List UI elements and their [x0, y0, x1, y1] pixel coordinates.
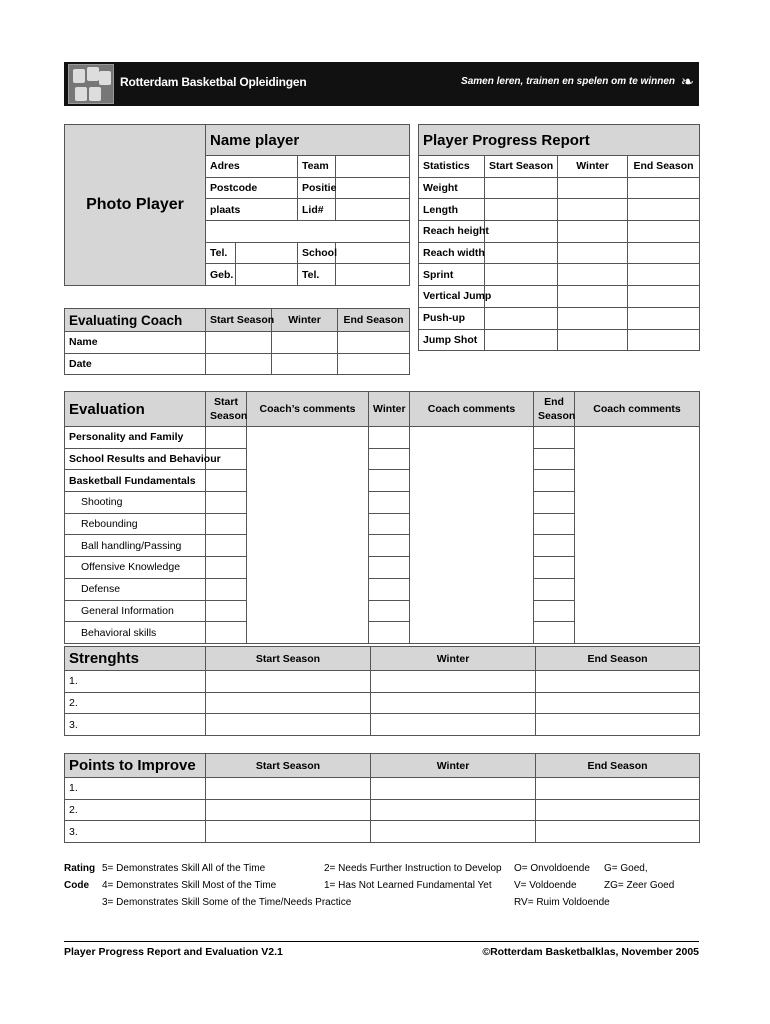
- improve-row-number: 1.: [65, 778, 206, 800]
- stat-cell[interactable]: [628, 177, 700, 199]
- eval-col-comments3: Coach comments: [575, 392, 700, 427]
- lid-label: Lid#: [298, 199, 336, 221]
- code-scale-1: [514, 860, 610, 911]
- eval-score-cell[interactable]: [534, 427, 575, 449]
- eval-score-cell[interactable]: [369, 492, 410, 514]
- stat-row-label: Vertical Jump: [419, 286, 485, 308]
- eval-score-cell[interactable]: [206, 427, 247, 449]
- eval-score-cell[interactable]: [206, 535, 247, 557]
- coach-col-end: End Season: [338, 309, 410, 332]
- strengths-table: [64, 646, 700, 736]
- improve-table: [64, 753, 700, 843]
- coach-col-winter: Winter: [272, 309, 338, 332]
- stat-cell[interactable]: [485, 177, 558, 199]
- strengths-cell[interactable]: [371, 671, 536, 693]
- stat-cell[interactable]: [485, 286, 558, 308]
- evaluating-coach-title: Evaluating Coach: [65, 309, 206, 332]
- strengths-cell[interactable]: [206, 714, 371, 736]
- eval-score-cell[interactable]: [206, 600, 247, 622]
- eval-row-label: Personality and Family: [65, 427, 206, 449]
- code-scale-2: [604, 860, 674, 894]
- footer-left: Player Progress Report and Evaluation V2.1: [64, 946, 283, 958]
- eval-subrow-label: Ball handling/Passing: [65, 535, 206, 557]
- eval-score-cell[interactable]: [369, 535, 410, 557]
- name-player-title: Name player: [206, 125, 410, 156]
- stat-row-label: Length: [419, 199, 485, 221]
- stat-cell[interactable]: [485, 329, 558, 351]
- eval-comments-end[interactable]: [575, 427, 700, 644]
- geb-label: Geb.: [206, 264, 236, 286]
- rating-code-label: [64, 860, 95, 894]
- stat-cell[interactable]: [558, 329, 628, 351]
- team-value[interactable]: [336, 156, 410, 178]
- strengths-col-start: Start Season: [206, 647, 371, 671]
- eval-score-cell[interactable]: [534, 470, 575, 492]
- improve-cell[interactable]: [536, 821, 700, 843]
- evaluating-coach-table: [64, 308, 410, 375]
- improve-cell[interactable]: [371, 799, 536, 821]
- eval-score-cell[interactable]: [534, 448, 575, 470]
- code-zg: ZG= Zeer Goed: [604, 880, 675, 891]
- tel2-value[interactable]: [336, 264, 410, 286]
- eval-col-start: [206, 392, 247, 427]
- eval-score-cell[interactable]: [369, 622, 410, 644]
- eval-score-cell[interactable]: [534, 557, 575, 579]
- eval-score-cell[interactable]: [206, 578, 247, 600]
- lid-value[interactable]: [336, 199, 410, 221]
- eval-score-cell[interactable]: [206, 492, 247, 514]
- tel-label: Tel.: [206, 242, 236, 264]
- strengths-cell[interactable]: [206, 692, 371, 714]
- improve-cell[interactable]: [371, 821, 536, 843]
- eval-score-cell[interactable]: [534, 578, 575, 600]
- footer-right: ©Rotterdam Basketbalklas, November 2005: [482, 946, 699, 958]
- eval-col-winter: Winter: [369, 392, 410, 427]
- eval-subrow-label: Offensive Knowledge: [65, 557, 206, 579]
- coach-cell[interactable]: [272, 332, 338, 354]
- stat-cell[interactable]: [485, 307, 558, 329]
- eval-score-cell[interactable]: [534, 513, 575, 535]
- stat-cell[interactable]: [628, 242, 700, 264]
- eval-subrow-label: Behavioral skills: [65, 622, 206, 644]
- rating-5: 5= Demonstrates Skill All of the Time: [102, 863, 266, 874]
- improve-col-winter: Winter: [371, 754, 536, 778]
- progress-col-end: End Season: [628, 156, 700, 178]
- eval-score-cell[interactable]: [534, 492, 575, 514]
- strengths-title: Strenghts: [65, 647, 206, 671]
- strengths-row-number: 2.: [65, 692, 206, 714]
- improve-col-end: End Season: [536, 754, 700, 778]
- plaats-label: plaats: [206, 199, 298, 221]
- footer-divider: [64, 941, 699, 942]
- eval-score-cell[interactable]: [534, 600, 575, 622]
- coach-cell[interactable]: [206, 332, 272, 354]
- strengths-cell[interactable]: [536, 714, 700, 736]
- coach-cell[interactable]: [206, 353, 272, 375]
- progress-col-start: Start Season: [485, 156, 558, 178]
- tel2-label: Tel.: [298, 264, 336, 286]
- strengths-cell[interactable]: [371, 692, 536, 714]
- stat-cell[interactable]: [628, 264, 700, 286]
- eval-score-cell[interactable]: [206, 470, 247, 492]
- strengths-cell[interactable]: [536, 671, 700, 693]
- rating-3: 3= Demonstrates Skill Some of the Time/Needs Practice: [102, 897, 352, 908]
- rating-4: 4= Demonstrates Skill Most of the Time: [102, 880, 277, 891]
- stat-row-label: Jump Shot: [419, 329, 485, 351]
- stat-cell[interactable]: [558, 264, 628, 286]
- coach-row-date: Date: [65, 353, 206, 375]
- eval-subrow-label: Defense: [65, 578, 206, 600]
- code-rv: RV= Ruim Voldoende: [514, 897, 610, 908]
- eval-score-cell[interactable]: [369, 448, 410, 470]
- photo-player-box: Photo Player: [65, 125, 206, 286]
- eval-score-cell[interactable]: [369, 600, 410, 622]
- strengths-row-number: 1.: [65, 671, 206, 693]
- improve-row-number: 2.: [65, 799, 206, 821]
- rating-scale-low: [324, 860, 502, 894]
- improve-cell[interactable]: [206, 799, 371, 821]
- stat-row-label: Push-up: [419, 307, 485, 329]
- eval-score-cell[interactable]: [369, 513, 410, 535]
- eval-score-cell[interactable]: [206, 622, 247, 644]
- basketball-player-icon: ❧: [680, 74, 694, 91]
- eval-subrow-label: General Information: [65, 600, 206, 622]
- strengths-cell[interactable]: [206, 671, 371, 693]
- code-g: G= Goed,: [604, 863, 648, 874]
- coach-col-start: Start Season: [206, 309, 272, 332]
- stat-cell[interactable]: [558, 199, 628, 221]
- improve-title: Points to Improve: [65, 754, 206, 778]
- improve-row-number: 3.: [65, 821, 206, 843]
- geb-value[interactable]: [236, 264, 298, 286]
- stat-cell[interactable]: [628, 307, 700, 329]
- strengths-cell[interactable]: [536, 692, 700, 714]
- coach-cell[interactable]: [338, 332, 410, 354]
- eval-col-comments2: Coach comments: [410, 392, 534, 427]
- rating-scale-high: [102, 860, 351, 911]
- improve-cell[interactable]: [536, 778, 700, 800]
- evaluation-table: [64, 391, 700, 644]
- stat-cell[interactable]: [485, 221, 558, 243]
- progress-col-statistics: Statistics: [419, 156, 485, 178]
- positie-value[interactable]: [336, 177, 410, 199]
- eval-row-label: Basketball Fundamentals: [65, 470, 206, 492]
- stat-cell[interactable]: [485, 199, 558, 221]
- header-title: Rotterdam Basketbal Opleidingen: [120, 75, 307, 89]
- stat-cell[interactable]: [558, 177, 628, 199]
- stat-cell[interactable]: [485, 242, 558, 264]
- eval-score-cell[interactable]: [369, 427, 410, 449]
- school-label: School: [298, 242, 336, 264]
- strengths-row-number: 3.: [65, 714, 206, 736]
- rating-2: 2= Needs Further Instruction to Develop: [324, 863, 502, 874]
- eval-score-cell[interactable]: [206, 557, 247, 579]
- eval-comments-winter[interactable]: [410, 427, 534, 644]
- eval-score-cell[interactable]: [369, 578, 410, 600]
- blank-row[interactable]: [206, 221, 410, 243]
- stat-cell[interactable]: [628, 286, 700, 308]
- header-banner: [64, 62, 699, 106]
- rating-label: Rating: [64, 863, 96, 874]
- stat-cell[interactable]: [628, 199, 700, 221]
- coach-cell[interactable]: [272, 353, 338, 375]
- stat-cell[interactable]: [628, 329, 700, 351]
- eval-col-comments1: Coach’s comments: [247, 392, 369, 427]
- eval-score-cell[interactable]: [369, 470, 410, 492]
- stat-cell[interactable]: [558, 307, 628, 329]
- code-label: Code: [64, 880, 89, 891]
- stat-row-label: Reach width: [419, 242, 485, 264]
- stat-cell[interactable]: [558, 242, 628, 264]
- coach-row-name: Name: [65, 332, 206, 354]
- stat-row-label: Weight: [419, 177, 485, 199]
- progress-report-title: Player Progress Report: [419, 125, 700, 156]
- improve-cell[interactable]: [371, 778, 536, 800]
- coach-cell[interactable]: [338, 353, 410, 375]
- progress-col-winter: Winter: [558, 156, 628, 178]
- code-v: V= Voldoende: [514, 880, 577, 891]
- strengths-col-end: End Season: [536, 647, 700, 671]
- evaluation-title: Evaluation: [65, 392, 206, 427]
- code-o: O= Onvoldoende: [514, 863, 590, 874]
- eval-col-end-line2: Season: [538, 410, 576, 422]
- eval-col-end: [534, 392, 575, 427]
- improve-col-start: Start Season: [206, 754, 371, 778]
- stat-row-label: Sprint: [419, 264, 485, 286]
- eval-score-cell[interactable]: [206, 513, 247, 535]
- eval-row-label: School Results and Behaviour: [65, 448, 206, 470]
- strengths-col-winter: Winter: [371, 647, 536, 671]
- stat-cell[interactable]: [558, 221, 628, 243]
- strengths-cell[interactable]: [371, 714, 536, 736]
- rating-1: 1= Has Not Learned Fundamental Yet: [324, 880, 492, 891]
- eval-col-start-line2: Season: [210, 410, 248, 422]
- positie-label: Positie: [298, 177, 336, 199]
- stat-row-label: Reach height: [419, 221, 485, 243]
- eval-subrow-label: Shooting: [65, 492, 206, 514]
- progress-report-table: [418, 124, 700, 351]
- eval-col-end-line1: End: [544, 396, 564, 408]
- adres-label: Adres: [206, 156, 298, 178]
- player-info-table: [64, 124, 410, 286]
- stat-cell[interactable]: [558, 286, 628, 308]
- improve-cell[interactable]: [206, 778, 371, 800]
- eval-score-cell[interactable]: [369, 557, 410, 579]
- eval-col-start-line1: Start: [214, 396, 238, 408]
- eval-score-cell[interactable]: [534, 535, 575, 557]
- header-slogan: Samen leren, trainen en spelen om te winnen: [461, 76, 675, 87]
- eval-score-cell[interactable]: [534, 622, 575, 644]
- logo-image: [68, 64, 114, 104]
- school-value[interactable]: [336, 242, 410, 264]
- team-label: Team: [298, 156, 336, 178]
- stat-cell[interactable]: [628, 221, 700, 243]
- improve-cell[interactable]: [206, 821, 371, 843]
- stat-cell[interactable]: [485, 264, 558, 286]
- eval-subrow-label: Rebounding: [65, 513, 206, 535]
- improve-cell[interactable]: [536, 799, 700, 821]
- tel-value[interactable]: [236, 242, 298, 264]
- eval-comments-start[interactable]: [247, 427, 369, 644]
- postcode-label: Postcode: [206, 177, 298, 199]
